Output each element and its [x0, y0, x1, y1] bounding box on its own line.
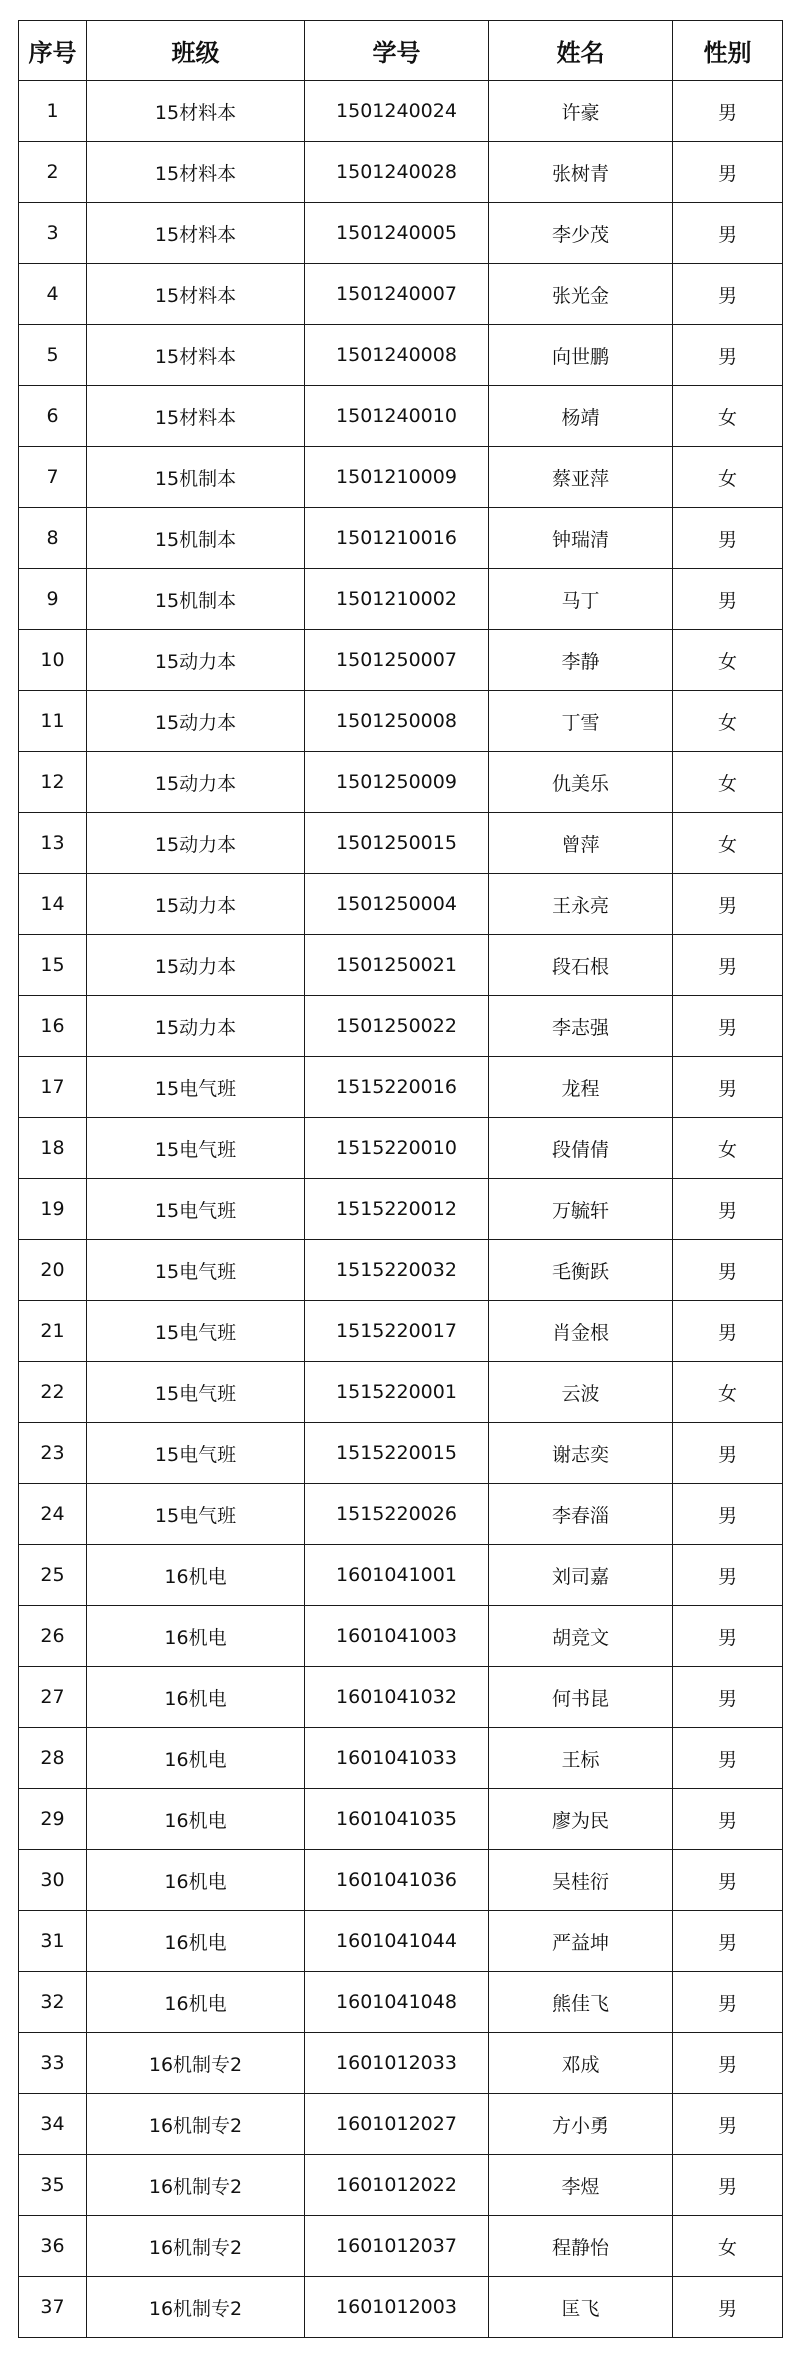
cell-class: 15机制本	[87, 569, 305, 630]
table-row	[19, 1850, 783, 1911]
cell-gender: 男	[673, 1789, 783, 1850]
cell-index: 2	[19, 142, 87, 203]
cell-student-id: 1501250015	[305, 813, 489, 874]
header-student-id: 学号	[305, 21, 489, 81]
cell-class: 16机电	[87, 1911, 305, 1972]
student-table	[18, 20, 783, 2338]
cell-index: 16	[19, 996, 87, 1057]
cell-student-id: 1515220016	[305, 1057, 489, 1118]
cell-gender: 男	[673, 1667, 783, 1728]
cell-gender: 女	[673, 386, 783, 447]
cell-student-id: 1501250022	[305, 996, 489, 1057]
cell-gender: 男	[673, 1728, 783, 1789]
cell-gender: 男	[673, 81, 783, 142]
cell-name: 吴桂衍	[489, 1850, 673, 1911]
cell-name: 胡竞文	[489, 1606, 673, 1667]
table-row	[19, 1728, 783, 1789]
cell-name: 丁雪	[489, 691, 673, 752]
cell-student-id: 1501210002	[305, 569, 489, 630]
table-row	[19, 1301, 783, 1362]
cell-class: 15电气班	[87, 1118, 305, 1179]
cell-gender: 女	[673, 1118, 783, 1179]
table-row	[19, 691, 783, 752]
cell-class: 15电气班	[87, 1484, 305, 1545]
cell-class: 15电气班	[87, 1423, 305, 1484]
cell-index: 26	[19, 1606, 87, 1667]
cell-gender: 女	[673, 691, 783, 752]
cell-gender: 男	[673, 2277, 783, 2338]
cell-class: 15材料本	[87, 81, 305, 142]
cell-index: 8	[19, 508, 87, 569]
cell-class: 16机制专2	[87, 2033, 305, 2094]
table-row	[19, 752, 783, 813]
cell-class: 16机电	[87, 1545, 305, 1606]
cell-index: 9	[19, 569, 87, 630]
cell-student-id: 1601041035	[305, 1789, 489, 1850]
cell-index: 1	[19, 81, 87, 142]
cell-student-id: 1601012033	[305, 2033, 489, 2094]
cell-index: 32	[19, 1972, 87, 2033]
cell-name: 王永亮	[489, 874, 673, 935]
cell-index: 18	[19, 1118, 87, 1179]
table-row	[19, 447, 783, 508]
cell-gender: 男	[673, 1179, 783, 1240]
cell-student-id: 1501210016	[305, 508, 489, 569]
cell-name: 匡飞	[489, 2277, 673, 2338]
header-index: 序号	[19, 21, 87, 81]
table-row	[19, 81, 783, 142]
cell-gender: 男	[673, 1911, 783, 1972]
table-row	[19, 1118, 783, 1179]
table-row	[19, 2155, 783, 2216]
cell-student-id: 1501240007	[305, 264, 489, 325]
cell-gender: 男	[673, 1301, 783, 1362]
table-row	[19, 1545, 783, 1606]
cell-class: 15动力本	[87, 935, 305, 996]
table-row	[19, 142, 783, 203]
cell-index: 6	[19, 386, 87, 447]
cell-class: 16机制专2	[87, 2277, 305, 2338]
cell-gender: 男	[673, 2033, 783, 2094]
cell-gender: 男	[673, 1423, 783, 1484]
cell-student-id: 1601041036	[305, 1850, 489, 1911]
cell-class: 15电气班	[87, 1362, 305, 1423]
cell-gender: 男	[673, 1972, 783, 2033]
cell-class: 16机电	[87, 1789, 305, 1850]
cell-class: 16机制专2	[87, 2155, 305, 2216]
cell-name: 程静怡	[489, 2216, 673, 2277]
cell-name: 杨靖	[489, 386, 673, 447]
table-row	[19, 996, 783, 1057]
cell-student-id: 1601041001	[305, 1545, 489, 1606]
cell-name: 张光金	[489, 264, 673, 325]
cell-index: 28	[19, 1728, 87, 1789]
cell-class: 16机制专2	[87, 2094, 305, 2155]
cell-gender: 男	[673, 874, 783, 935]
cell-index: 10	[19, 630, 87, 691]
table-row	[19, 1789, 783, 1850]
cell-index: 22	[19, 1362, 87, 1423]
cell-index: 19	[19, 1179, 87, 1240]
cell-name: 李志强	[489, 996, 673, 1057]
cell-gender: 男	[673, 1850, 783, 1911]
table-body	[19, 81, 783, 2338]
cell-class: 16机制专2	[87, 2216, 305, 2277]
cell-student-id: 1515220032	[305, 1240, 489, 1301]
cell-gender: 男	[673, 2155, 783, 2216]
table-row	[19, 2033, 783, 2094]
cell-student-id: 1601041032	[305, 1667, 489, 1728]
cell-class: 15动力本	[87, 813, 305, 874]
table-row	[19, 630, 783, 691]
cell-index: 15	[19, 935, 87, 996]
cell-gender: 男	[673, 2094, 783, 2155]
cell-class: 15动力本	[87, 996, 305, 1057]
cell-name: 毛衡跃	[489, 1240, 673, 1301]
cell-student-id: 1601012037	[305, 2216, 489, 2277]
cell-name: 万毓轩	[489, 1179, 673, 1240]
cell-class: 15机制本	[87, 447, 305, 508]
cell-student-id: 1501250004	[305, 874, 489, 935]
cell-gender: 女	[673, 752, 783, 813]
cell-index: 20	[19, 1240, 87, 1301]
cell-name: 龙程	[489, 1057, 673, 1118]
table-row	[19, 203, 783, 264]
table-row	[19, 1911, 783, 1972]
table-row	[19, 325, 783, 386]
cell-name: 云波	[489, 1362, 673, 1423]
cell-student-id: 1601012003	[305, 2277, 489, 2338]
table-row	[19, 1240, 783, 1301]
table-header-row	[19, 21, 783, 81]
cell-gender: 女	[673, 813, 783, 874]
cell-gender: 男	[673, 508, 783, 569]
cell-name: 段石根	[489, 935, 673, 996]
cell-gender: 男	[673, 935, 783, 996]
cell-name: 廖为民	[489, 1789, 673, 1850]
cell-student-id: 1501240028	[305, 142, 489, 203]
cell-student-id: 1501250008	[305, 691, 489, 752]
cell-name: 马丁	[489, 569, 673, 630]
table-row	[19, 508, 783, 569]
cell-gender: 男	[673, 1545, 783, 1606]
cell-student-id: 1501250021	[305, 935, 489, 996]
cell-class: 15材料本	[87, 203, 305, 264]
cell-name: 钟瑞清	[489, 508, 673, 569]
cell-index: 3	[19, 203, 87, 264]
cell-name: 严益坤	[489, 1911, 673, 1972]
cell-student-id: 1515220012	[305, 1179, 489, 1240]
cell-name: 段倩倩	[489, 1118, 673, 1179]
cell-index: 27	[19, 1667, 87, 1728]
cell-gender: 男	[673, 142, 783, 203]
cell-name: 方小勇	[489, 2094, 673, 2155]
cell-index: 29	[19, 1789, 87, 1850]
cell-index: 12	[19, 752, 87, 813]
table-row	[19, 264, 783, 325]
cell-class: 15电气班	[87, 1057, 305, 1118]
cell-student-id: 1515220001	[305, 1362, 489, 1423]
cell-name: 张树青	[489, 142, 673, 203]
cell-class: 15动力本	[87, 630, 305, 691]
cell-index: 14	[19, 874, 87, 935]
cell-gender: 男	[673, 1484, 783, 1545]
cell-gender: 男	[673, 569, 783, 630]
cell-index: 31	[19, 1911, 87, 1972]
cell-gender: 男	[673, 325, 783, 386]
table-row	[19, 1057, 783, 1118]
table-row	[19, 874, 783, 935]
cell-index: 11	[19, 691, 87, 752]
cell-student-id: 1501240008	[305, 325, 489, 386]
cell-class: 15电气班	[87, 1179, 305, 1240]
table-row	[19, 2094, 783, 2155]
cell-student-id: 1601012027	[305, 2094, 489, 2155]
cell-index: 21	[19, 1301, 87, 1362]
cell-student-id: 1501210009	[305, 447, 489, 508]
cell-index: 36	[19, 2216, 87, 2277]
cell-name: 曾萍	[489, 813, 673, 874]
cell-index: 7	[19, 447, 87, 508]
cell-index: 24	[19, 1484, 87, 1545]
cell-gender: 男	[673, 1057, 783, 1118]
cell-gender: 男	[673, 996, 783, 1057]
cell-index: 17	[19, 1057, 87, 1118]
cell-class: 15材料本	[87, 264, 305, 325]
cell-gender: 女	[673, 630, 783, 691]
table-row	[19, 1423, 783, 1484]
cell-class: 16机电	[87, 1972, 305, 2033]
cell-class: 15动力本	[87, 874, 305, 935]
header-gender: 性别	[673, 21, 783, 81]
cell-index: 5	[19, 325, 87, 386]
cell-name: 熊佳飞	[489, 1972, 673, 2033]
cell-student-id: 1601041048	[305, 1972, 489, 2033]
cell-name: 李春淄	[489, 1484, 673, 1545]
cell-name: 李少茂	[489, 203, 673, 264]
cell-index: 25	[19, 1545, 87, 1606]
cell-name: 李煜	[489, 2155, 673, 2216]
student-list-sheet	[18, 20, 782, 2338]
table-row	[19, 1972, 783, 2033]
header-class: 班级	[87, 21, 305, 81]
cell-index: 23	[19, 1423, 87, 1484]
table-row	[19, 569, 783, 630]
table-row	[19, 813, 783, 874]
cell-class: 15电气班	[87, 1240, 305, 1301]
cell-class: 15动力本	[87, 691, 305, 752]
cell-class: 15电气班	[87, 1301, 305, 1362]
cell-class: 15材料本	[87, 325, 305, 386]
table-row	[19, 386, 783, 447]
table-row	[19, 1484, 783, 1545]
cell-name: 何书昆	[489, 1667, 673, 1728]
cell-student-id: 1501250009	[305, 752, 489, 813]
cell-name: 谢志奕	[489, 1423, 673, 1484]
cell-student-id: 1601041033	[305, 1728, 489, 1789]
cell-class: 16机电	[87, 1667, 305, 1728]
cell-name: 许豪	[489, 81, 673, 142]
cell-name: 蔡亚萍	[489, 447, 673, 508]
cell-student-id: 1601012022	[305, 2155, 489, 2216]
cell-name: 王标	[489, 1728, 673, 1789]
cell-index: 35	[19, 2155, 87, 2216]
cell-student-id: 1515220010	[305, 1118, 489, 1179]
cell-student-id: 1601041044	[305, 1911, 489, 1972]
table-row	[19, 935, 783, 996]
cell-student-id: 1501250007	[305, 630, 489, 691]
table-row	[19, 2277, 783, 2338]
table-row	[19, 2216, 783, 2277]
cell-gender: 女	[673, 2216, 783, 2277]
cell-gender: 男	[673, 1240, 783, 1301]
cell-index: 13	[19, 813, 87, 874]
cell-gender: 男	[673, 1606, 783, 1667]
cell-index: 30	[19, 1850, 87, 1911]
cell-name: 邓成	[489, 2033, 673, 2094]
cell-gender: 女	[673, 1362, 783, 1423]
table-row	[19, 1606, 783, 1667]
table-row	[19, 1362, 783, 1423]
cell-class: 16机电	[87, 1606, 305, 1667]
cell-student-id: 1515220017	[305, 1301, 489, 1362]
header-name: 姓名	[489, 21, 673, 81]
cell-name: 仇美乐	[489, 752, 673, 813]
cell-student-id: 1501240005	[305, 203, 489, 264]
table-row	[19, 1667, 783, 1728]
cell-student-id: 1515220015	[305, 1423, 489, 1484]
cell-gender: 男	[673, 203, 783, 264]
cell-student-id: 1601041003	[305, 1606, 489, 1667]
cell-class: 16机电	[87, 1850, 305, 1911]
cell-gender: 女	[673, 447, 783, 508]
cell-student-id: 1501240010	[305, 386, 489, 447]
cell-name: 肖金根	[489, 1301, 673, 1362]
cell-class: 16机电	[87, 1728, 305, 1789]
cell-index: 34	[19, 2094, 87, 2155]
table-row	[19, 1179, 783, 1240]
cell-gender: 男	[673, 264, 783, 325]
cell-class: 15动力本	[87, 752, 305, 813]
cell-class: 15机制本	[87, 508, 305, 569]
cell-class: 15材料本	[87, 386, 305, 447]
cell-index: 33	[19, 2033, 87, 2094]
cell-student-id: 1501240024	[305, 81, 489, 142]
cell-class: 15材料本	[87, 142, 305, 203]
cell-name: 刘司嘉	[489, 1545, 673, 1606]
cell-index: 37	[19, 2277, 87, 2338]
cell-name: 向世鹏	[489, 325, 673, 386]
cell-name: 李静	[489, 630, 673, 691]
cell-student-id: 1515220026	[305, 1484, 489, 1545]
cell-index: 4	[19, 264, 87, 325]
